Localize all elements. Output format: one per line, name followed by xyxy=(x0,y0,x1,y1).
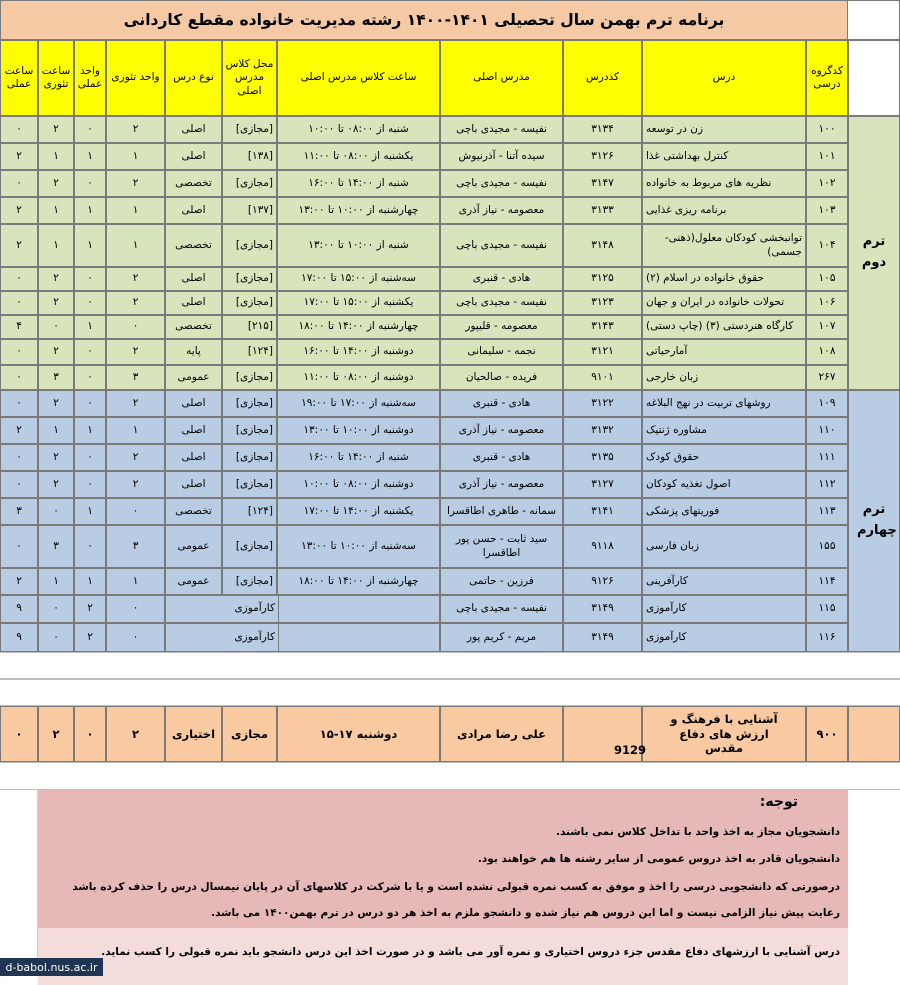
extra-practical-hours: ۰ xyxy=(0,706,38,762)
site-watermark: d-babol.nus.ac.ir xyxy=(0,958,103,976)
group-code-cell: ۱۰۴ xyxy=(806,224,848,267)
theory-units-cell: ۱ xyxy=(106,197,165,224)
type-cell: عمومی xyxy=(165,365,222,390)
course-code-cell: ۳۱۲۵ xyxy=(563,267,642,291)
instructor-cell: نفیسه - مجیدی باچی xyxy=(440,595,563,623)
theory-units-cell: ۳ xyxy=(106,525,165,568)
extra-course-name-text: آشنایی با فرهنگ و ارزش های دفاع مقدس xyxy=(670,712,778,756)
theory-units-cell: ۲ xyxy=(106,390,165,417)
instructor-cell: هادی - قنبری xyxy=(440,267,563,291)
header-practical-units-text: واحد عملی xyxy=(77,64,103,90)
title-corner-cell xyxy=(848,0,900,40)
header-course xyxy=(642,40,806,116)
group-code-cell: ۱۱۳ xyxy=(806,498,848,525)
extra-time: دوشنبه ۱۷-۱۵ xyxy=(277,706,440,762)
time-cell: شنبه از ۱۰:۰۰ تا ۱۳:۰۰ xyxy=(277,224,440,267)
group-code-cell: ۱۵۵ xyxy=(806,525,848,568)
location-cell: [مجازی] xyxy=(222,170,277,197)
theory-units-cell: ۰ xyxy=(106,623,165,652)
theory-hours-cell: ۲ xyxy=(38,170,74,197)
instructor-cell: سمانه - طاهری اطاقسرا xyxy=(440,498,563,525)
course-name-cell: تحولات خانواده در ایران و جهان xyxy=(642,291,806,315)
theory-units-cell: ۰ xyxy=(106,315,165,339)
theory-units-cell: ۱ xyxy=(106,568,165,595)
type-cell: کارآموزی xyxy=(165,595,279,623)
instructor-cell: نفیسه - مجیدی باچی xyxy=(440,116,563,143)
extra-type: اختیاری xyxy=(165,706,222,762)
group-code-cell: ۱۱۴ xyxy=(806,568,848,595)
time-cell: سه‌شنبه از ۱۰:۰۰ تا ۱۳:۰۰ xyxy=(277,525,440,568)
practical-hours-cell: ۴ xyxy=(0,315,38,339)
practical-hours-cell: ۲ xyxy=(0,224,38,267)
header-theory-units xyxy=(106,40,165,116)
extra-instructor: علی رضا مرادی xyxy=(440,706,563,762)
type-cell: اصلی xyxy=(165,444,222,471)
theory-hours-cell: ۰ xyxy=(38,315,74,339)
practical-hours-cell: ۰ xyxy=(0,116,38,143)
time-cell xyxy=(277,595,440,623)
practical-units-cell: ۰ xyxy=(74,390,106,417)
group-code-cell: ۱۰۲ xyxy=(806,170,848,197)
practical-hours-cell: ۰ xyxy=(0,291,38,315)
group-code-cell: ۱۰۹ xyxy=(806,390,848,417)
practical-units-cell: ۰ xyxy=(74,170,106,197)
type-cell: پایه xyxy=(165,339,222,365)
course-name-cell: کنترل بهداشتی غذا xyxy=(642,143,806,170)
practical-units-cell: ۱ xyxy=(74,143,106,170)
course-name-cell: حقوق خانواده در اسلام (۲) xyxy=(642,267,806,291)
extra-theory-hours: ۲ xyxy=(38,706,74,762)
header-practical-units xyxy=(74,40,106,116)
practical-units-cell: ۰ xyxy=(74,267,106,291)
location-cell: [۱۳۷] xyxy=(222,197,277,224)
group-code-cell: ۱۰۸ xyxy=(806,339,848,365)
course-name-cell: روشهای تربیت در نهج البلاغه xyxy=(642,390,806,417)
extra-course-code-text: 9129 xyxy=(614,742,647,757)
time-cell: شنبه از ۰۸:۰۰ تا ۱۰:۰۰ xyxy=(277,116,440,143)
course-name-cell: مشاوره ژنتیک xyxy=(642,417,806,444)
notes-heading: توجه: xyxy=(759,794,798,810)
blank-row xyxy=(0,679,900,706)
location-cell: [مجازی] xyxy=(222,525,277,568)
type-cell: اصلی xyxy=(165,143,222,170)
course-name-cell: کارآموزی xyxy=(642,623,806,652)
location-cell: [۲۱۵] xyxy=(222,315,277,339)
practical-hours-cell: ۰ xyxy=(0,365,38,390)
course-name-cell: کارگاه هنردستی (۳) (چاپ دستی) xyxy=(642,315,806,339)
instructor-cell: معصومه - نیاز آذری xyxy=(440,197,563,224)
instructor-cell: نفیسه - مجیدی باچی xyxy=(440,291,563,315)
extra-practical-units: ۰ xyxy=(74,706,106,762)
practical-hours-cell: ۰ xyxy=(0,525,38,568)
theory-units-cell: ۱ xyxy=(106,417,165,444)
extra-theory-units: ۲ xyxy=(106,706,165,762)
theory-units-cell: ۱ xyxy=(106,143,165,170)
type-cell: اصلی xyxy=(165,390,222,417)
term-four-label xyxy=(848,390,900,652)
location-cell: [مجازی] xyxy=(222,291,277,315)
theory-units-cell: ۰ xyxy=(106,595,165,623)
course-code-cell: ۹۱۲۶ xyxy=(563,568,642,595)
header-theory-units-text: واحد تئوری xyxy=(111,71,160,84)
practical-units-cell: ۰ xyxy=(74,525,106,568)
instructor-cell: نفیسه - مجیدی باچی xyxy=(440,170,563,197)
theory-units-cell: ۲ xyxy=(106,267,165,291)
practical-units-cell: ۲ xyxy=(74,595,106,623)
course-name-cell: حقوق کودک xyxy=(642,444,806,471)
type-cell: تخصصی xyxy=(165,170,222,197)
extra-course-code xyxy=(563,706,647,762)
notes-box xyxy=(38,790,848,928)
theory-hours-cell: ۱ xyxy=(38,224,74,267)
time-cell: دوشنبه از ۱۰:۰۰ تا ۱۳:۰۰ xyxy=(277,417,440,444)
type-cell: اصلی xyxy=(165,116,222,143)
header-course-text: درس xyxy=(712,71,736,84)
course-name-cell: زبان خارجی xyxy=(642,365,806,390)
header-location xyxy=(222,40,277,116)
time-cell: سه‌شنبه از ۱۵:۰۰ تا ۱۷:۰۰ xyxy=(277,267,440,291)
title-text: برنامه ترم بهمن سال تحصیلی ۱۴۰۱-۱۴۰۰ رشته مدیریت خانواده مقطع کاردانی xyxy=(123,11,725,29)
theory-units-cell: ۲ xyxy=(106,339,165,365)
course-name-cell: آمارحیاتی xyxy=(642,339,806,365)
instructor-cell: نجمه - سلیمانی xyxy=(440,339,563,365)
course-code-cell: ۳۱۳۲ xyxy=(563,417,642,444)
note-line-4: رعایت پیش نیاز الزامی نیست و اما این دروس هم نیاز شده و دانشجو ملزم به اخذ هر دو درس در ترم بهمن۱۴۰۰ می باشد. xyxy=(211,907,840,919)
course-name-cell: اصول تغذیه کودکان xyxy=(642,471,806,498)
practical-hours-cell: ۰ xyxy=(0,170,38,197)
time-cell: چهارشنبه از ۱۰:۰۰ تا ۱۳:۰۰ xyxy=(277,197,440,224)
location-cell: [مجازی] xyxy=(222,471,277,498)
practical-units-cell: ۲ xyxy=(74,623,106,652)
time-cell: دوشنبه از ۰۸:۰۰ تا ۱۰:۰۰ xyxy=(277,471,440,498)
instructor-cell: فریده - صالحیان xyxy=(440,365,563,390)
practical-units-cell: ۱ xyxy=(74,498,106,525)
time-cell: شنبه از ۱۴:۰۰ تا ۱۶:۰۰ xyxy=(277,170,440,197)
instructor-cell: نفیسه - مجیدی باچی xyxy=(440,224,563,267)
practical-units-cell: ۱ xyxy=(74,315,106,339)
course-code-cell: ۳۱۳۴ xyxy=(563,116,642,143)
theory-hours-cell: ۳ xyxy=(38,525,74,568)
theory-hours-cell: ۱ xyxy=(38,568,74,595)
instructor-cell: مریم - کریم پور xyxy=(440,623,563,652)
practical-hours-cell: ۰ xyxy=(0,390,38,417)
header-group-code-text: کدگروه درسی xyxy=(811,64,843,90)
theory-hours-cell: ۲ xyxy=(38,339,74,365)
course-code-cell: ۳۱۴۹ xyxy=(563,595,642,623)
header-corner-cell xyxy=(848,40,900,116)
practical-units-cell: ۰ xyxy=(74,339,106,365)
practical-hours-cell: ۰ xyxy=(0,471,38,498)
group-code-cell: ۱۰۰ xyxy=(806,116,848,143)
course-code-cell: ۳۱۳۳ xyxy=(563,197,642,224)
instructor-cell: سید ثابت - حسن پور اطاقسرا xyxy=(440,525,563,568)
time-cell: چهارشنبه از ۱۴:۰۰ تا ۱۸:۰۰ xyxy=(277,315,440,339)
location-cell: [مجازی] xyxy=(222,417,277,444)
theory-units-cell: ۲ xyxy=(106,471,165,498)
practical-hours-cell: ۲ xyxy=(0,568,38,595)
course-name-cell: کارآموزی xyxy=(642,595,806,623)
group-code-cell: ۱۱۱ xyxy=(806,444,848,471)
instructor-cell: معصومه - نیاز آذری xyxy=(440,471,563,498)
theory-hours-cell: ۰ xyxy=(38,623,74,652)
location-cell: [مجازی] xyxy=(222,116,277,143)
theory-hours-cell: ۱ xyxy=(38,417,74,444)
theory-hours-cell: ۰ xyxy=(38,595,74,623)
practical-hours-cell: ۲ xyxy=(0,197,38,224)
header-practical-hours-text: ساعت عملی xyxy=(4,64,34,90)
group-code-cell: ۱۱۵ xyxy=(806,595,848,623)
time-cell: شنبه از ۱۴:۰۰ تا ۱۶:۰۰ xyxy=(277,444,440,471)
extra-location: مجازی xyxy=(222,706,277,762)
location-cell: [۱۲۴] xyxy=(222,498,277,525)
group-code-cell: ۱۱۲ xyxy=(806,471,848,498)
type-cell: عمومی xyxy=(165,525,222,568)
theory-units-cell: ۲ xyxy=(106,444,165,471)
time-cell: یکشنبه از ۱۵:۰۰ تا ۱۷:۰۰ xyxy=(277,291,440,315)
theory-hours-cell: ۲ xyxy=(38,267,74,291)
time-cell: یکشنبه از ۱۴:۰۰ تا ۱۷:۰۰ xyxy=(277,498,440,525)
page-title xyxy=(0,0,848,40)
blank-row xyxy=(0,762,900,790)
type-cell: اصلی xyxy=(165,291,222,315)
header-time xyxy=(277,40,440,116)
course-code-cell: ۹۱۱۸ xyxy=(563,525,642,568)
theory-units-cell: ۲ xyxy=(106,116,165,143)
theory-hours-cell: ۱ xyxy=(38,143,74,170)
group-code-cell: ۱۰۶ xyxy=(806,291,848,315)
time-cell: دوشنبه از ۰۸:۰۰ تا ۱۱:۰۰ xyxy=(277,365,440,390)
time-cell: چهارشنبه از ۱۴:۰۰ تا ۱۸:۰۰ xyxy=(277,568,440,595)
term-two-text: ترم دوم xyxy=(861,234,887,270)
course-code-cell: ۳۱۳۵ xyxy=(563,444,642,471)
practical-units-cell: ۰ xyxy=(74,444,106,471)
type-cell: کارآموزی xyxy=(165,623,279,652)
course-code-cell: ۳۱۲۱ xyxy=(563,339,642,365)
time-cell: سه‌شنبه از ۱۷:۰۰ تا ۱۹:۰۰ xyxy=(277,390,440,417)
extra-group-code: ۹۰۰ xyxy=(806,706,848,762)
header-theory-hours-text: ساعت تئوری xyxy=(41,64,71,90)
theory-hours-cell: ۲ xyxy=(38,390,74,417)
header-course-code xyxy=(563,40,642,116)
theory-hours-cell: ۲ xyxy=(38,116,74,143)
location-cell: [مجازی] xyxy=(222,568,277,595)
location-cell: [۱۲۴] xyxy=(222,339,277,365)
course-code-cell: ۳۱۲۷ xyxy=(563,471,642,498)
theory-hours-cell: ۰ xyxy=(38,498,74,525)
type-cell: اصلی xyxy=(165,267,222,291)
practical-hours-cell: ۹ xyxy=(0,623,38,652)
instructor-cell: معصومه - نیاز آذری xyxy=(440,417,563,444)
course-name-cell: توانبخشی کودکان معلول(ذهنی-جسمی) xyxy=(642,224,806,267)
time-cell: دوشنبه از ۱۴:۰۰ تا ۱۶:۰۰ xyxy=(277,339,440,365)
note-line-2: دانشجویان قادر به اخذ دروس عمومی از سایر رشته ها هم خواهند بود. xyxy=(477,853,840,865)
header-practical-hours xyxy=(0,40,38,116)
location-cell: [۱۳۸] xyxy=(222,143,277,170)
notes-box-secondary xyxy=(38,928,848,985)
type-cell: عمومی xyxy=(165,568,222,595)
course-name-cell: زن در توسعه xyxy=(642,116,806,143)
course-code-cell: ۹۱۰۱ xyxy=(563,365,642,390)
location-cell: [مجازی] xyxy=(222,444,277,471)
theory-units-cell: ۳ xyxy=(106,365,165,390)
header-time-text: ساعت کلاس مدرس اصلی xyxy=(300,71,417,84)
practical-units-cell: ۰ xyxy=(74,291,106,315)
type-cell: اصلی xyxy=(165,197,222,224)
course-code-cell: ۳۱۲۶ xyxy=(563,143,642,170)
instructor-cell: فرزین - حاتمی xyxy=(440,568,563,595)
instructor-cell: هادی - قنبری xyxy=(440,390,563,417)
practical-units-cell: ۱ xyxy=(74,417,106,444)
theory-hours-cell: ۲ xyxy=(38,444,74,471)
theory-hours-cell: ۲ xyxy=(38,291,74,315)
practical-units-cell: ۰ xyxy=(74,471,106,498)
course-code-cell: ۳۱۲۲ xyxy=(563,390,642,417)
practical-units-cell: ۰ xyxy=(74,116,106,143)
location-cell: [مجازی] xyxy=(222,224,277,267)
practical-hours-cell: ۲ xyxy=(0,417,38,444)
group-code-cell: ۱۰۱ xyxy=(806,143,848,170)
theory-hours-cell: ۱ xyxy=(38,197,74,224)
header-location-text: محل کلاس مدرس اصلی xyxy=(225,58,274,97)
practical-hours-cell: ۰ xyxy=(0,339,38,365)
group-code-cell: ۱۱۰ xyxy=(806,417,848,444)
practical-units-cell: ۱ xyxy=(74,568,106,595)
course-name-cell: فوریتهای پزشکی xyxy=(642,498,806,525)
type-cell: اصلی xyxy=(165,417,222,444)
note-line-5: درس آشنایی با ارزشهای دفاع مقدس جزء دروس اختیاری و نمره آور می باشد و در صورت اخذ این درس دانشجو باید نمره قبولی را کسب نماید. xyxy=(101,946,840,958)
practical-units-cell: ۱ xyxy=(74,197,106,224)
practical-hours-cell: ۹ xyxy=(0,595,38,623)
course-name-cell: کارآفرینی xyxy=(642,568,806,595)
header-theory-hours xyxy=(38,40,74,116)
location-cell: [مجازی] xyxy=(222,267,277,291)
course-name-cell: زبان فارسی xyxy=(642,525,806,568)
term-four-text: ترم چهارم xyxy=(857,502,897,538)
instructor-cell: معصومه - قلیپور xyxy=(440,315,563,339)
theory-units-cell: ۰ xyxy=(106,498,165,525)
course-name-cell: برنامه ریزی غذایی xyxy=(642,197,806,224)
practical-hours-cell: ۳ xyxy=(0,498,38,525)
header-course-code-text: کددرس xyxy=(585,71,620,84)
theory-units-cell: ۱ xyxy=(106,224,165,267)
header-type-text: نوع درس xyxy=(173,71,214,84)
extra-course-name xyxy=(642,706,806,762)
instructor-cell: هادی - قنبری xyxy=(440,444,563,471)
course-code-cell: ۳۱۲۳ xyxy=(563,291,642,315)
note-line-3: درصورتی که دانشجویی درسی را اخذ و موفق به کسب نمره قبولی نشده است و یا با شرکت در کلاسهای آن در پایان نیمسال درس را حذف کرده باشد xyxy=(72,881,840,893)
course-code-cell: ۳۱۴۸ xyxy=(563,224,642,267)
location-cell: [مجازی] xyxy=(222,390,277,417)
practical-hours-cell: ۲ xyxy=(0,143,38,170)
header-type xyxy=(165,40,222,116)
group-code-cell: ۲۶۷ xyxy=(806,365,848,390)
time-cell xyxy=(277,623,440,652)
left-margin-strip xyxy=(0,790,38,958)
course-code-cell: ۳۱۴۳ xyxy=(563,315,642,339)
course-code-cell: ۳۱۴۹ xyxy=(563,623,642,652)
course-code-cell: ۳۱۴۷ xyxy=(563,170,642,197)
theory-units-cell: ۲ xyxy=(106,291,165,315)
header-group-code xyxy=(806,40,848,116)
group-code-cell: ۱۰۳ xyxy=(806,197,848,224)
practical-hours-cell: ۰ xyxy=(0,267,38,291)
time-cell: یکشنبه از ۰۸:۰۰ تا ۱۱:۰۰ xyxy=(277,143,440,170)
practical-hours-cell: ۰ xyxy=(0,444,38,471)
theory-hours-cell: ۳ xyxy=(38,365,74,390)
type-cell: تخصصی xyxy=(165,498,222,525)
note-line-1: دانشجویان مجاز به اخذ واحد با تداخل کلاس نمی باشند. xyxy=(555,826,840,838)
header-instructor-text: مدرس اصلی xyxy=(473,71,530,84)
instructor-cell: سیده آتنا - آذرنیوش xyxy=(440,143,563,170)
group-code-cell: ۱۰۷ xyxy=(806,315,848,339)
header-instructor xyxy=(440,40,563,116)
practical-units-cell: ۱ xyxy=(74,224,106,267)
extra-row-corner xyxy=(848,706,900,762)
type-cell: اصلی xyxy=(165,471,222,498)
blank-row xyxy=(0,652,900,679)
location-cell: [مجازی] xyxy=(222,365,277,390)
theory-units-cell: ۲ xyxy=(106,170,165,197)
group-code-cell: ۱۱۶ xyxy=(806,623,848,652)
type-cell: تخصصی xyxy=(165,224,222,267)
term-two-label xyxy=(848,116,900,390)
practical-units-cell: ۰ xyxy=(74,365,106,390)
theory-hours-cell: ۲ xyxy=(38,471,74,498)
course-name-cell: نظریه های مربوط به خانواده xyxy=(642,170,806,197)
course-code-cell: ۳۱۴۱ xyxy=(563,498,642,525)
group-code-cell: ۱۰۵ xyxy=(806,267,848,291)
type-cell: تخصصی xyxy=(165,315,222,339)
